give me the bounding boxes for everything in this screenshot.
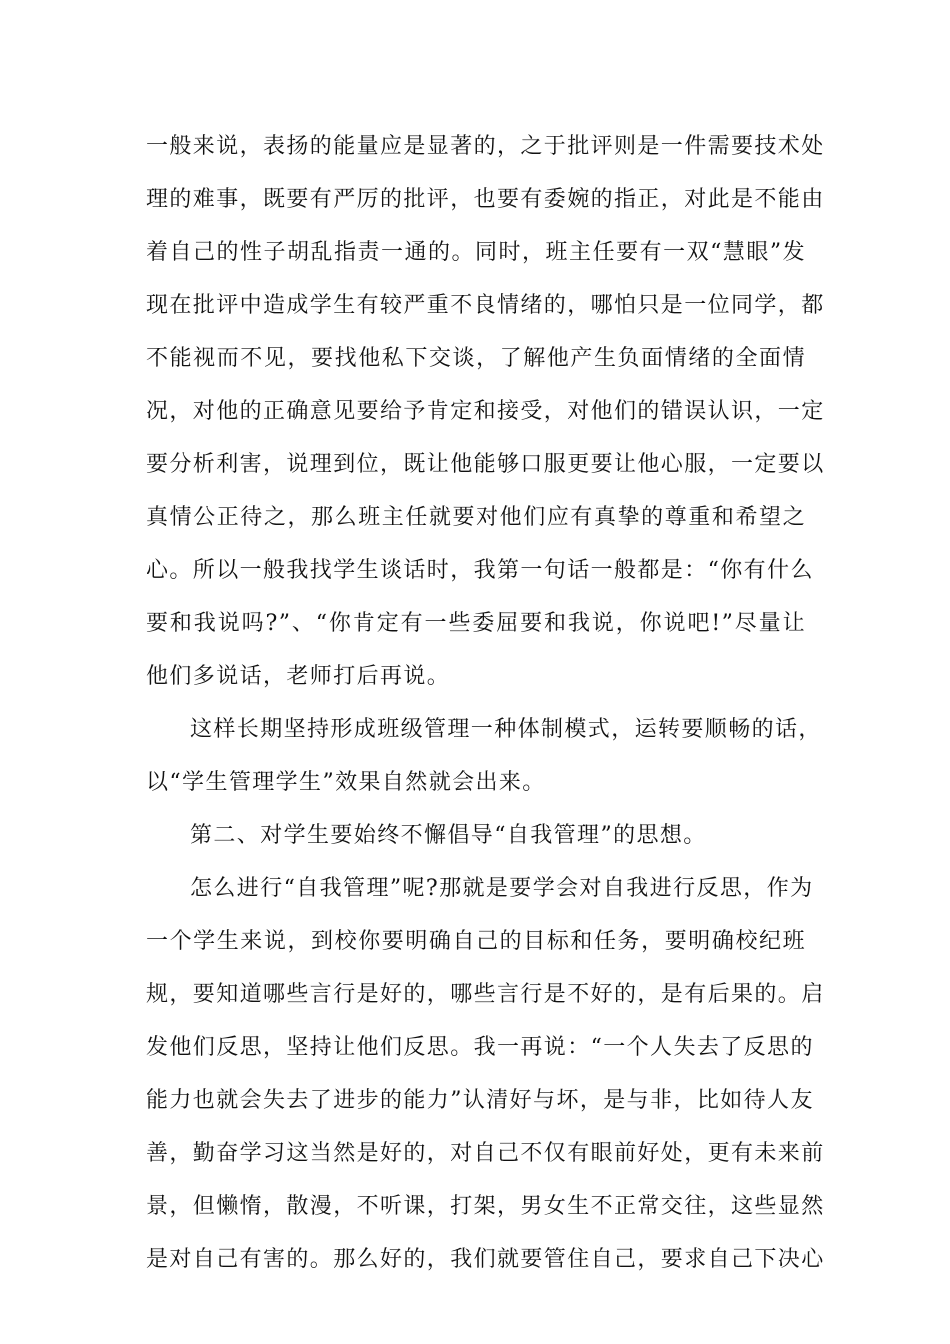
text-line: 第二、对学生要始终不懈倡导“自我管理”的思想。	[190, 823, 707, 848]
text-line: 是对自己有害的。那么好的，我们就要管住自己，要求自己下决心	[146, 1247, 825, 1272]
text-line: 规，要知道哪些言行是好的，哪些言行是不好的，是有后果的。启	[146, 982, 825, 1007]
text-line: 真情公正待之，那么班主任就要对他们应有真挚的尊重和希望之	[146, 505, 806, 530]
text-line: 怎么进行“自我管理”呢?那就是要学会对自我进行反思，作为	[190, 876, 814, 901]
text-line: 他们多说话，老师打后再说。	[146, 664, 451, 689]
text-line: 要和我说吗?”、“你肯定有一些委屈要和我说，你说吧!”尽量让	[146, 611, 806, 636]
text-line: 现在批评中造成学生有较严重不良情绪的，哪怕只是一位同学，都	[146, 293, 825, 318]
text-line: 心。所以一般我找学生谈话时，我第一句话一般都是：“你有什么	[146, 558, 814, 583]
text-line: 理的难事，既要有严厉的批评，也要有委婉的指正，对此是不能由	[146, 187, 825, 212]
text-line: 一个学生来说，到校你要明确自己的目标和任务，要明确校纪班	[146, 929, 806, 954]
text-line: 景，但懒惰，散漫，不听课，打架，男女生不正常交往，这些显然	[146, 1194, 825, 1219]
text-line: 一般来说，表扬的能量应是显著的，之于批评则是一件需要技术处	[146, 134, 825, 159]
document-body	[146, 120, 825, 1286]
text-line: 不能视而不见，要找他私下交谈，了解他产生负面情绪的全面情	[146, 346, 806, 371]
text-line: 发他们反思，坚持让他们反思。我一再说：“一个人失去了反思的	[146, 1035, 814, 1060]
text-line: 况，对他的正确意见要给予肯定和接受，对他们的错误认识，一定	[146, 399, 825, 424]
text-line: 要分析利害，说理到位，既让他能够口服更要让他心服，一定要以	[146, 452, 825, 477]
text-line: 能力也就会失去了进步的能力”认清好与坏，是与非，比如待人友	[146, 1088, 814, 1113]
text-line: 这样长期坚持形成班级管理一种体制模式，运转要顺畅的话，	[190, 717, 822, 742]
text-line: 着自己的性子胡乱指责一通的。同时，班主任要有一双“慧眼”发	[146, 240, 806, 265]
text-line: 以“学生管理学生”效果自然就会出来。	[146, 770, 546, 795]
text-line: 善，勤奋学习这当然是好的，对自己不仅有眼前好处，更有未来前	[146, 1141, 825, 1166]
